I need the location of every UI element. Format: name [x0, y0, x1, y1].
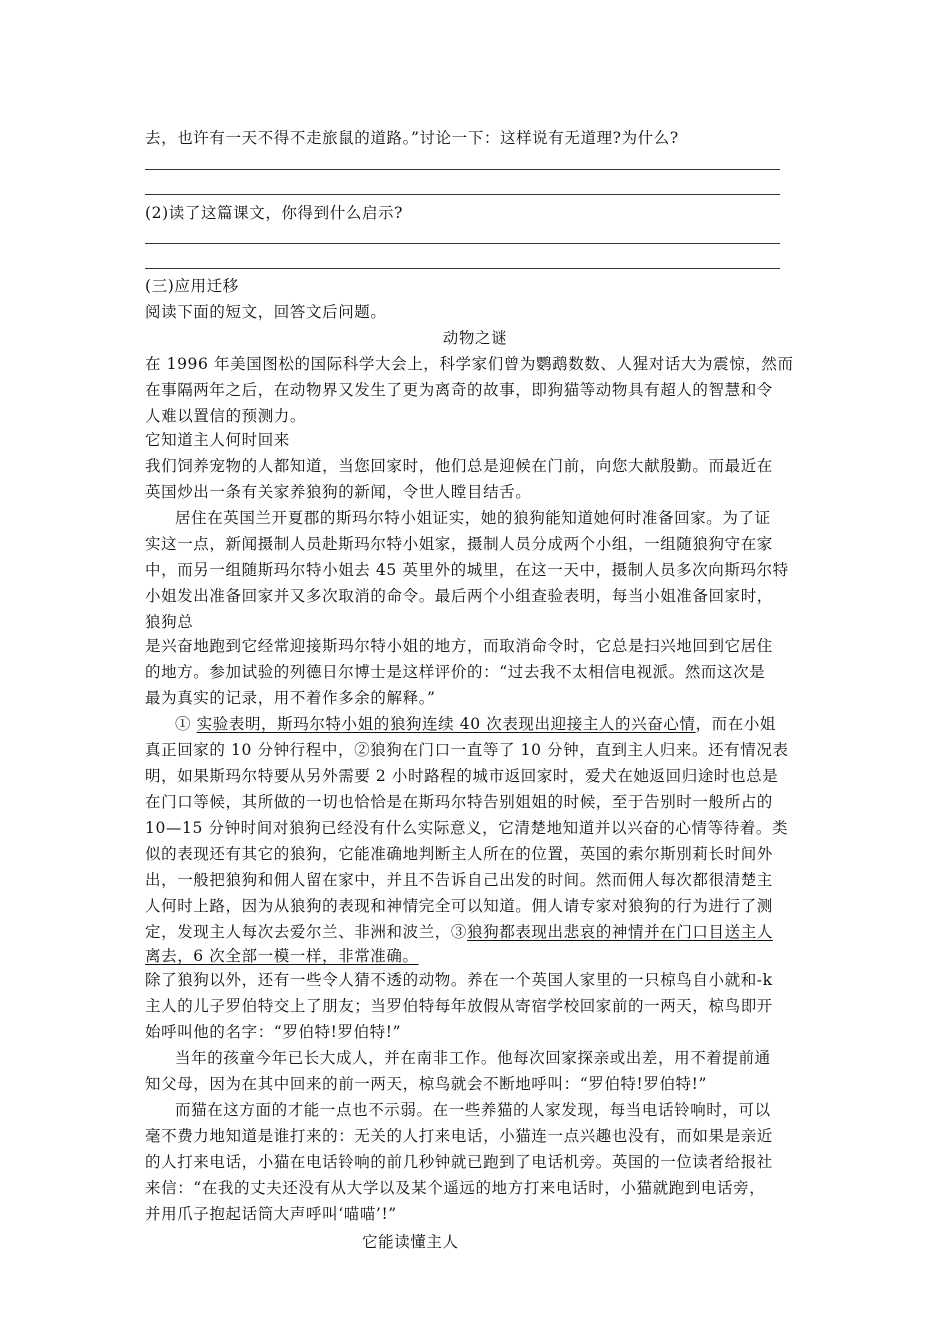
paragraph-line: 是兴奋地跑到它经常迎接斯玛尔特小姐的地方，而取消命令时，它总是扫兴地回到它居住 — [145, 637, 773, 655]
paragraph-line: 实这一点，新闻摄制人员赴斯玛尔特小姐家，摄制人员分成两个小组，一组随狼狗守在家 — [145, 535, 773, 553]
paragraph-line: 主人的儿子罗伯特交上了朋友；当罗伯特每年放假从寄宿学校回家前的一两天，椋鸟即开 — [145, 997, 773, 1015]
subheading: 它能读懂主人 — [362, 1233, 459, 1251]
intro-line: 人难以置信的预测力。 — [145, 407, 307, 425]
paragraph-line: 人何时上路，因为从狼狗的表现和神情完全可以知道。佣人请专家对狼狗的行为进行了测 — [145, 897, 773, 915]
underlined-sentence-3: 狼狗都表现出悲哀的神情并在门口目送主人 — [467, 923, 773, 941]
paragraph-line: 我们饲养宠物的人都知道，当您回家时，他们总是迎候在门前，向您大献殷勤。而最近在 — [145, 457, 773, 475]
paragraph-line: 毫不费力地知道是谁打来的：无关的人打来电话，小猫连一点兴趣也没有，而如果是亲近 — [145, 1127, 773, 1145]
paragraph-line: ① 实验表明，斯玛尔特小姐的狼狗连续 40 次表现出迎接主人的兴奋心情，而在小姐 — [175, 715, 777, 733]
paragraph-line: 当年的孩童今年已长大成人，并在南非工作。他每次回家探亲或出差，用不着提前通 — [175, 1049, 771, 1067]
paragraph-line: 除了狼狗以外，还有一些令人猜不透的动物。养在一个英国人家里的一只椋鸟自小就和-k — [145, 971, 773, 989]
paragraph-line: 小姐发出准备回家并又多次取消的命令。最后两个小组查验表明，每当小姐准备回家时， — [145, 587, 773, 605]
paragraph-line: 的地方。参加试验的列德日尔博士是这样评价的：“过去我不太相信电视派。然而这次是 — [145, 663, 766, 681]
paragraph-line: 的人打来电话，小猫在电话铃响的前几秒钟就已跑到了电话机旁。英国的一位读者给报社 — [145, 1153, 773, 1171]
paragraph-line: 真正回家的 10 分钟行程中，②狼狗在门口一直等了 10 分钟，直到主人归来。还有情况表 — [145, 741, 789, 759]
answer-line — [145, 194, 780, 195]
answer-line — [145, 169, 780, 170]
question-2: (2)读了这篇课文，你得到什么启示? — [145, 204, 404, 222]
paragraph-line — [145, 946, 419, 966]
section-heading: (三)应用迁移 — [145, 277, 239, 295]
intro-line: 在 1996 年美国图松的国际科学大会上，科学家们曾为鹦鹉数数、人猩对话大为震惊，然而 — [145, 355, 794, 373]
paragraph-line: 出，一般把狼狗和佣人留在家中，并且不告诉自己出发的时间。然而佣人每次都很清楚主 — [145, 871, 773, 889]
paragraph-line: 明，如果斯玛尔特要从另外需要 2 小时路程的城市返回家时，爱犬在她返回归途时也总是 — [145, 767, 779, 785]
question-1-tail: 去，也许有一天不得不走旅鼠的道路。”讨论一下：这样说有无道理?为什么? — [145, 129, 679, 147]
underlined-sentence-3-cont: 离去，6 次全部一模一样，非常准确。 — [145, 947, 419, 965]
subheading: 它知道主人何时回来 — [145, 431, 290, 449]
article-title: 动物之谜 — [442, 329, 508, 347]
paragraph-line: 在门口等候，其所做的一切也恰恰是在斯玛尔特告别姐姐的时候，至于告别时一般所占的 — [145, 793, 773, 811]
paragraph-line: 中，而另一组随斯玛尔特小姐去 45 英里外的城里，在这一天中，摄制人员多次向斯玛尔特 — [145, 561, 789, 579]
paragraph-line: 居住在英国兰开夏郡的斯玛尔特小姐证实，她的狼狗能知道她何时准备回家。为了证 — [175, 509, 771, 527]
paragraph-line: 来信：“在我的丈夫还没有从大学以及某个遥远的地方打来电话时，小猫就跑到电话旁， — [145, 1179, 766, 1197]
intro-line: 在事隔两年之后，在动物界又发生了更为离奇的故事，即狗猫等动物具有超人的智慧和令 — [145, 381, 773, 399]
paragraph-line: 英国炒出一条有关家养狼狗的新闻，令世人瞠目结舌。 — [145, 483, 532, 501]
paragraph-line: 始呼叫他的名字：“罗伯特!罗伯特!” — [145, 1023, 402, 1041]
paragraph-line: 知父母，因为在其中回来的前一两天，椋鸟就会不断地呼叫：“罗伯特!罗伯特!” — [145, 1075, 708, 1093]
paragraph-line: 10—15 分钟时间对狼狗已经没有什么实际意义，它清楚地知道并以兴奋的心情等待着。类 — [145, 819, 789, 837]
answer-line — [145, 268, 780, 269]
instruction: 阅读下面的短文，回答文后问题。 — [145, 303, 387, 321]
marker-1: ① — [175, 715, 192, 733]
answer-line — [145, 243, 780, 244]
paragraph-line: 最为真实的记录，用不着作多余的解释。” — [145, 689, 436, 707]
paragraph-line: 似的表现还有其它的狼狗，它能准确地判断主人所在的位置，英国的索尔斯別莉长时间外 — [145, 845, 773, 863]
paragraph-line: 定，发现主人每次去爱尔兰、非洲和波兰，③狼狗都表现出悲哀的神情并在门口目送主人 — [145, 923, 773, 941]
paragraph-line: 并用爪子抱起话筒大声呼叫‘喵喵’!” — [145, 1205, 397, 1223]
paragraph-line: 狼狗总 — [145, 613, 194, 631]
underlined-sentence-1: 实验表明，斯玛尔特小姐的狼狗连续 40 次表现出迎接主人的兴奋心情 — [196, 715, 696, 733]
paragraph-line: 而猫在这方面的才能一点也不示弱。在一些养猫的人家发现，每当电话铃响时，可以 — [175, 1101, 771, 1119]
